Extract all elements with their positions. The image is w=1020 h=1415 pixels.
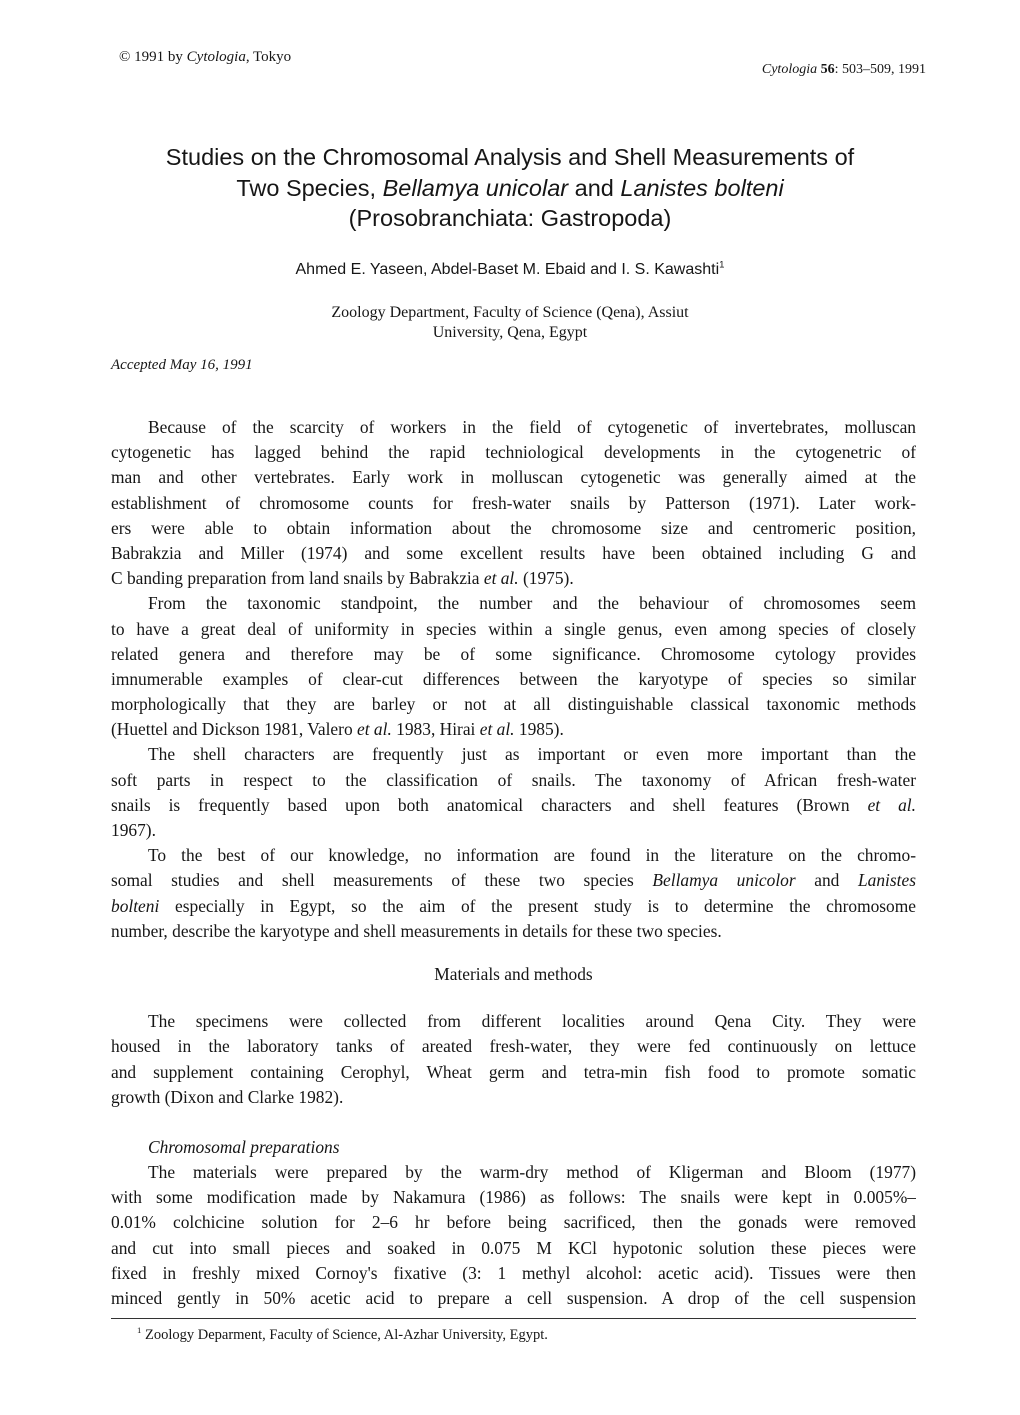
- header-citation: Cytologia 56: 503–509, 1991: [761, 62, 926, 77]
- paragraph-line: establishment of chromosome counts for fresh-water snails by Patterson (1971). Later work-: [111, 492, 916, 513]
- title-line-1: Studies on the Chromosomal Analysis and Shell Measurements of: [165, 144, 855, 170]
- paragraph-line: fixed in freshly mixed Cornoy's fixative (3: 1 methyl alcohol: acetic acid). Tissues were then: [111, 1262, 916, 1283]
- paragraph-line: snails is frequently based upon both anatomical characters and shell features (Brown et al.: [111, 794, 916, 815]
- paragraph-line: imnumerable examples of clear-cut differences between the karyotype of species so similar: [111, 668, 916, 689]
- body-text: [111, 415, 916, 1345]
- paragraph-line: to have a great deal of uniformity in species within a single genus, even among species of closely: [111, 618, 916, 639]
- paragraph-line: C banding preparation from land snails by Babrakzia et al. (1975).: [111, 568, 574, 589]
- paragraph-line: 0.01% colchicine solution for 2–6 hr before being sacrificed, then the gonads were removed: [111, 1212, 916, 1233]
- paragraph-line: man and other vertebrates. Early work in molluscan cytogenetic was generally aimed at the: [111, 467, 916, 488]
- paragraph-line: housed in the laboratory tanks of areated fresh-water, they were fed continuously on lettuce: [111, 1036, 916, 1057]
- footnote-divider: [111, 1318, 916, 1319]
- subsection-heading: Chromosomal preparations: [148, 1136, 340, 1157]
- paragraph-line: somal studies and shell measurements of these two species Bellamya unicolor and Lanistes: [111, 870, 916, 891]
- accepted-date: Accepted May 16, 1991: [111, 357, 253, 373]
- paragraph-line: Because of the scarcity of workers in the field of cytogenetic of invertebrates, molluscan: [148, 417, 916, 437]
- paragraph-line: soft parts in respect to the classification of snails. The taxonomy of African fresh-water: [111, 769, 916, 790]
- paragraph-line: and cut into small pieces and soaked in 0.075 M KCl hypotonic solution these pieces were: [111, 1237, 916, 1258]
- paragraph-line: 1967).: [111, 820, 156, 840]
- paragraph-line: with some modification made by Nakamura (1986) as follows: The snails were kept in 0.005%–: [111, 1187, 916, 1208]
- title-line-2: Two Species, Bellamya unicolar and Lanistes bolteni: [236, 174, 784, 201]
- paragraph-line: (Huettel and Dickson 1981, Valero et al. 1983, Hirai et al. 1985).: [111, 719, 564, 740]
- paragraph-line: The materials were prepared by the warm-dry method of Kligerman and Bloom (1977): [148, 1162, 916, 1183]
- paragraph-line: and supplement containing Cerophyl, Wheat germ and tetra-min fish food to promote somatic: [111, 1061, 916, 1082]
- paragraph-line: Babrakzia and Miller (1974) and some excellent results have been obtained including G and: [111, 542, 916, 563]
- paragraph-line: number, describe the karyotype and shell measurements in details for these two species.: [111, 920, 722, 941]
- paragraph-line: morphologically that they are barley or not at all distinguishable classical taxonomic methods: [111, 694, 916, 715]
- affiliation: Zoology Department, Faculty of Science (Qena), Assiut University, Qena, Egypt: [331, 304, 689, 341]
- paragraph-line: minced gently in 50% acetic acid to prepare a cell suspension. A drop of the cell suspension: [111, 1288, 916, 1308]
- header-copyright: © 1991 by Cytologia, Tokyo: [119, 49, 292, 65]
- section-heading: Materials and methods: [434, 963, 593, 984]
- paragraph-line: The specimens were collected from different localities around Qena City. They were: [148, 1011, 916, 1032]
- title-line-3: (Prosobranchiata: Gastropoda): [348, 205, 672, 231]
- paragraph-line: ers were able to obtain information about the chromosome size and centromeric position,: [111, 517, 916, 538]
- author-list: Ahmed E. Yaseen, Abdel-Baset M. Ebaid and I. S. Kawashti$^1$: [295, 259, 725, 278]
- paragraph-line: From the taxonomic standpoint, the number and the behaviour of chromosomes seem: [148, 593, 916, 614]
- footnote: $^1$ Zoology Deparment, Faculty of Science, Al-Azhar University, Egypt.: [137, 1325, 548, 1344]
- paragraph-line: To the best of our knowledge, no information are found in the literature on the chromo-: [148, 845, 916, 866]
- paragraph-line: cytogenetic has lagged behind the rapid techniological developments in the cytogenetric of: [111, 442, 916, 463]
- paragraph-line: growth (Dixon and Clarke 1982).: [111, 1086, 344, 1107]
- paragraph-line: bolteni especially in Egypt, so the aim of the present study is to determine the chromosome: [111, 895, 916, 916]
- paragraph-line: related genera and therefore may be of some significance. Chromosome cytology provides: [111, 643, 916, 664]
- paper-title: [90, 142, 930, 234]
- paragraph-line: The shell characters are frequently just as important or even more important than the: [148, 744, 916, 765]
